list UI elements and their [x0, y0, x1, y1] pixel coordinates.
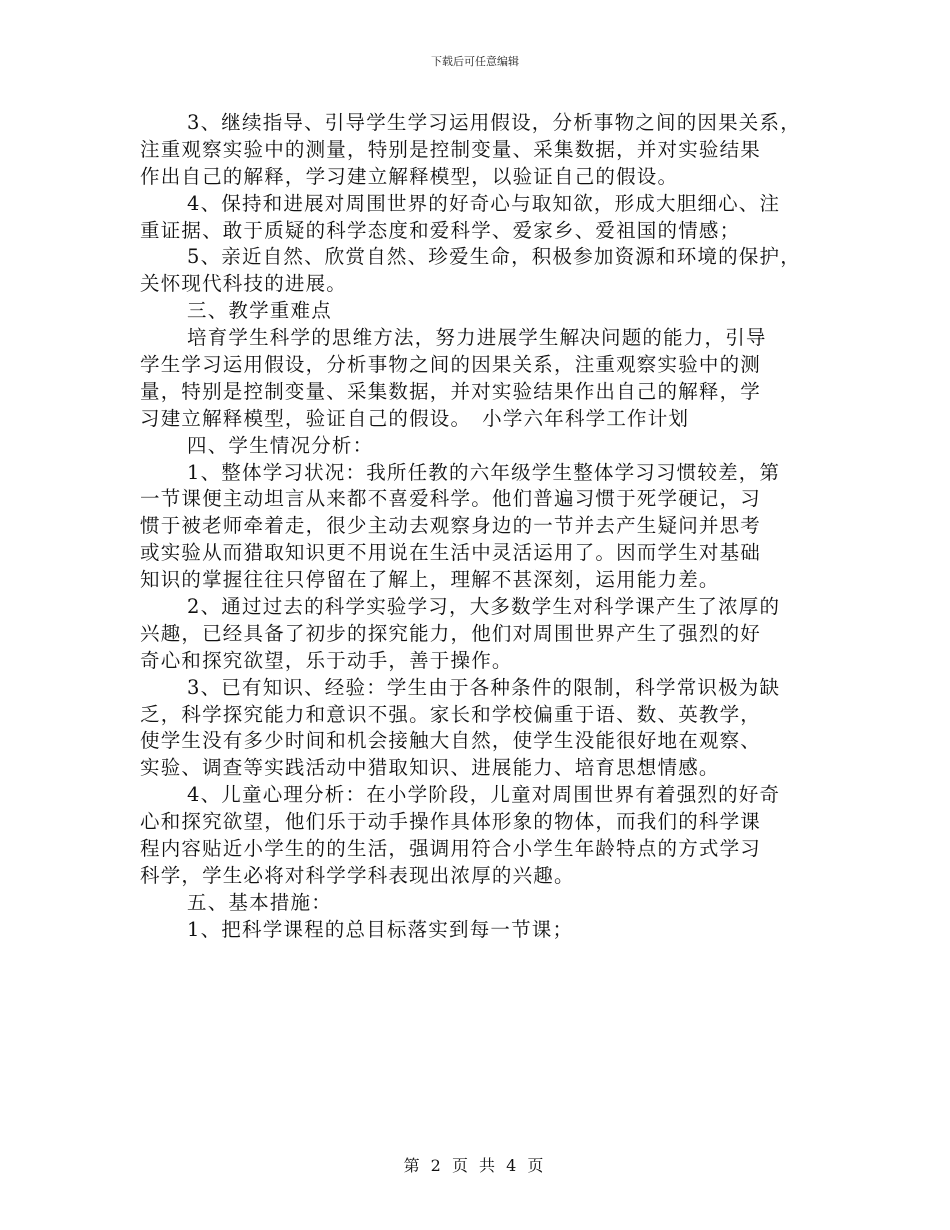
text-line: 5、亲近自然、欣赏自然、珍爱生命，积极参加资源和环境的保护， [187, 245, 801, 269]
text-line: 程内容贴近小学生的的生活，强调用符合小学生年龄特点的方式学习 [140, 837, 762, 861]
text-line: 3、继续指导、引导学生学习运用假设，分析事物之间的因果关系， [187, 111, 801, 134]
text-line: 实验、调查等实践活动中猎取知识、进展能力、培育思想情感。 [140, 756, 720, 780]
text-line: 4、保持和进展对周围世界的好奇心与取知欲，形成大胆细心、注 [187, 191, 781, 215]
text-line: 五、基本措施： [187, 890, 332, 914]
text-line: 四、学生情况分析： [187, 433, 374, 457]
text-line: 乏，科学探究能力和意识不强。家长和学校偏重于语、数、英教学， [140, 702, 762, 726]
text-line: 学生学习运用假设，分析事物之间的因果关系，注重观察实验中的测 [140, 353, 762, 377]
text-line: 培育学生科学的思维方法，努力进展学生解决问题的能力，引导 [187, 326, 767, 350]
text-line: 兴趣，已经具备了初步的探究能力，他们对周围世界产生了强烈的好 [140, 621, 762, 645]
text-line: 1、把科学课程的总目标落实到每一节课； [187, 917, 574, 941]
text-line: 或实验从而猎取知识更不用说在生活中灵活运用了。因而学生对基础 [140, 541, 762, 565]
text-line: 量，特别是控制变量、采集数据，并对实验结果作出自己的解释，学 [140, 379, 762, 403]
document-body [140, 110, 820, 944]
text-line: 一节课便主动坦言从来都不喜爱科学。他们普遍习惯于死学硬记，习 [140, 487, 762, 511]
text-line: 3、已有知识、经验：学生由于各种条件的限制，科学常识极为缺 [187, 675, 781, 699]
text-line: 2、通过过去的科学实验学习，大多数学生对科学课产生了浓厚的 [187, 595, 781, 619]
text-line: 作出自己的解释，学习建立解释模型，以验证自己的假设。 [140, 164, 679, 188]
text-line: 使学生没有多少时间和机会接触大自然，使学生没能很好地在观察、 [140, 729, 762, 753]
text-line: 关怀现代科技的进展。 [140, 272, 348, 296]
text-line: 4、儿童心理分析：在小学阶段，儿童对周围世界有着强烈的好奇 [187, 783, 781, 807]
text-line: 科学，学生必将对科学学科表现出浓厚的兴趣。 [140, 863, 575, 887]
text-line: 惯于被老师牵着走，很少主动去观察身边的一节并去产生疑问并思考 [140, 514, 762, 538]
text-line: 奇心和探究欲望，乐于动手，善于操作。 [140, 648, 513, 672]
page-footer: 第 2 页 共 4 页 [403, 1156, 547, 1175]
text-line: 习建立解释模型，验证自己的假设。 小学六年科学工作计划 [140, 406, 690, 430]
page-header: 下载后可任意编辑 [431, 55, 519, 68]
text-line: 重证据、敢于质疑的科学态度和爱科学、爱家乡、爱祖国的情感； [140, 218, 741, 242]
text-line: 1、整体学习状况：我所任教的六年级学生整体学习习惯较差，第 [187, 460, 781, 484]
text-line: 三、教学重难点 [187, 299, 332, 323]
text-line: 心和探究欲望，他们乐于动手操作具体形象的物体，而我们的科学课 [140, 810, 762, 834]
text-line: 注重观察实验中的测量，特别是控制变量、采集数据，并对实验结果 [140, 137, 762, 161]
text-line: 知识的掌握往往只停留在了解上，理解不甚深刻，运用能力差。 [140, 568, 720, 592]
